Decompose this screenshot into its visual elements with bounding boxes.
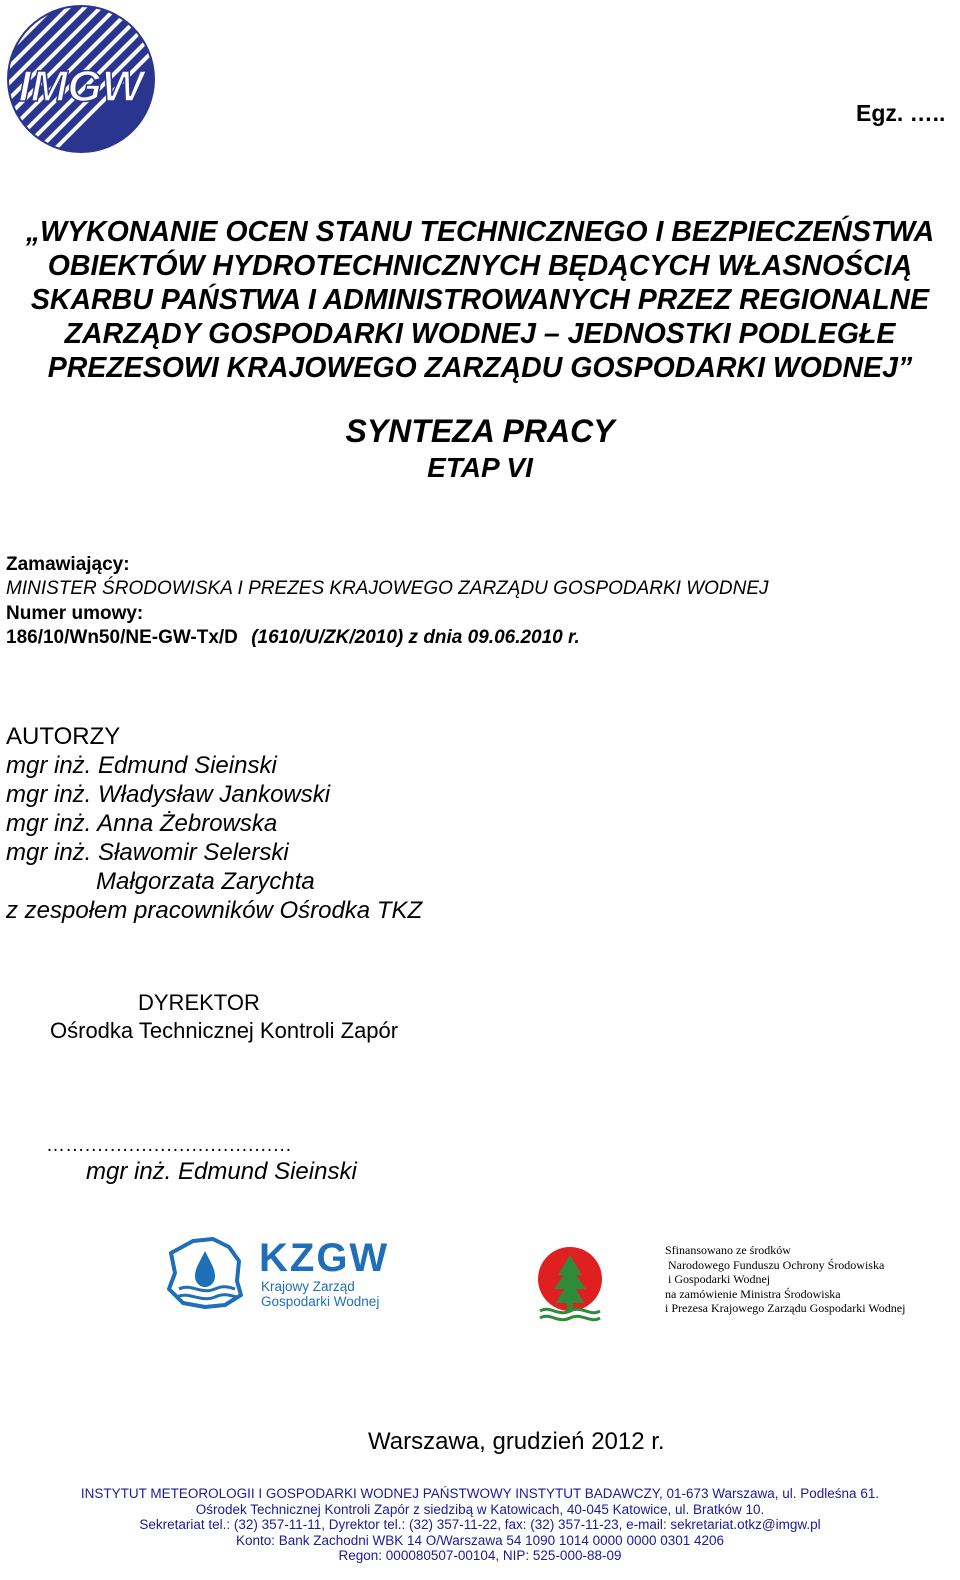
title-line: „WYKONANIE OCEN STANU TECHNICZNEGO I BEZPIECZEŃSTWA: [25, 216, 935, 248]
contract-number-value: 186/10/Wn50/NE-GW-Tx/D: [6, 627, 238, 648]
director-label: DYREKTOR: [138, 990, 260, 1015]
author-item: mgr inż. Sławomir Selerski: [6, 839, 289, 866]
funding-line: Sfinansowano ze środków: [665, 1243, 791, 1257]
funding-line: i Gospodarki Wodnej: [665, 1272, 771, 1286]
footer: [0, 1486, 960, 1564]
title-line: OBIEKTÓW HYDROTECHNICZNYCH BĘDĄCYCH WŁASNOŚCIĄ: [47, 250, 913, 282]
client-label: Zamawiający:: [6, 554, 130, 575]
synthesis-heading: SYNTEZA PRACY: [345, 413, 615, 449]
footer-line: Konto: Bank Zachodni WBK 14 O/Warszawa 54 1090 1014 0000 0000 0301 4206: [235, 1532, 725, 1548]
funding-line: na zamówienie Ministra Środowiska: [665, 1286, 841, 1301]
author-item: mgr inż. Anna Żebrowska: [6, 810, 278, 837]
title-line: ZARZĄDY GOSPODARKI WODNEJ – JEDNOSTKI PODLEGŁE: [64, 318, 896, 350]
author-item: Małgorzata Zarychta: [96, 868, 315, 895]
authors-heading: AUTORZY: [6, 723, 121, 750]
stage-heading: ETAP VI: [427, 452, 533, 483]
footer-line: INSTYTUT METEOROLOGII I GOSPODARKI WODNEJ PAŃSTWOWY INSTYTUT BADAWCZY, 01-673 Warszawa, ul. Podleśna 61.: [80, 1486, 880, 1501]
signature-line: …....................................: [46, 1135, 293, 1156]
kzgw-name-line1: Krajowy Zarząd: [261, 1279, 355, 1294]
funding-line: Narodowego Funduszu Ochrony Środowiska: [665, 1257, 885, 1272]
client-value: MINISTER ŚRODOWISKA I PREZES KRAJOWEGO ZARZĄDU GOSPODARKI WODNEJ: [6, 578, 769, 599]
title-line: SKARBU PAŃSTWA I ADMINISTROWANYCH PRZEZ REGIONALNE: [30, 284, 930, 316]
contract-number-label: Numer umowy:: [6, 603, 144, 624]
funding-note: [665, 1243, 905, 1316]
footer-line: Ośrodek Technicznej Kontroli Zapór z siedzibą w Katowicach, 40-045 Katowice, ul. Bratków 10.: [195, 1501, 765, 1517]
nfosigw-logo: [536, 1245, 604, 1323]
footer-line: Sekretariat tel.: (32) 357-11-11, Dyrektor tel.: (32) 357-11-22, fax: (32) 357-11-23, e-mail: sekretariat.otkz@imgw.pl: [139, 1517, 821, 1533]
imgw-logo: [5, 3, 157, 155]
kzgw-logo: [165, 1233, 390, 1313]
document-title: [0, 215, 960, 385]
imgw-logo-text: IMGW: [18, 62, 144, 111]
author-item: z zespołem pracowników Ośrodka TKZ: [6, 897, 423, 924]
author-item: mgr inż. Edmund Sieinski: [6, 752, 277, 779]
director-unit: Ośrodka Technicznej Kontroli Zapór: [50, 1018, 399, 1043]
place-date: Warszawa, grudzień 2012 r.: [368, 1428, 665, 1455]
funding-line: i Prezesa Krajowego Zarządu Gospodarki Wodnej: [665, 1301, 906, 1315]
signature-name: mgr inż. Edmund Sieinski: [86, 1158, 357, 1185]
footer-line: Regon: 000080507-00104, NIP: 525-000-88-09: [338, 1548, 622, 1564]
contract-number: [6, 627, 580, 649]
kzgw-abbr: KZGW: [259, 1236, 390, 1280]
author-item: mgr inż. Władysław Jankowski: [6, 781, 331, 808]
contract-number-date: (1610/U/ZK/2010) z dnia 09.06.2010 r.: [251, 627, 580, 648]
authors-list: [6, 722, 422, 925]
title-line: PREZESOWI KRAJOWEGO ZARZĄDU GOSPODARKI WODNEJ”: [47, 352, 913, 384]
kzgw-name-line2: Gospodarki Wodnej: [261, 1294, 380, 1309]
copy-number: Egz. …..: [856, 100, 946, 126]
